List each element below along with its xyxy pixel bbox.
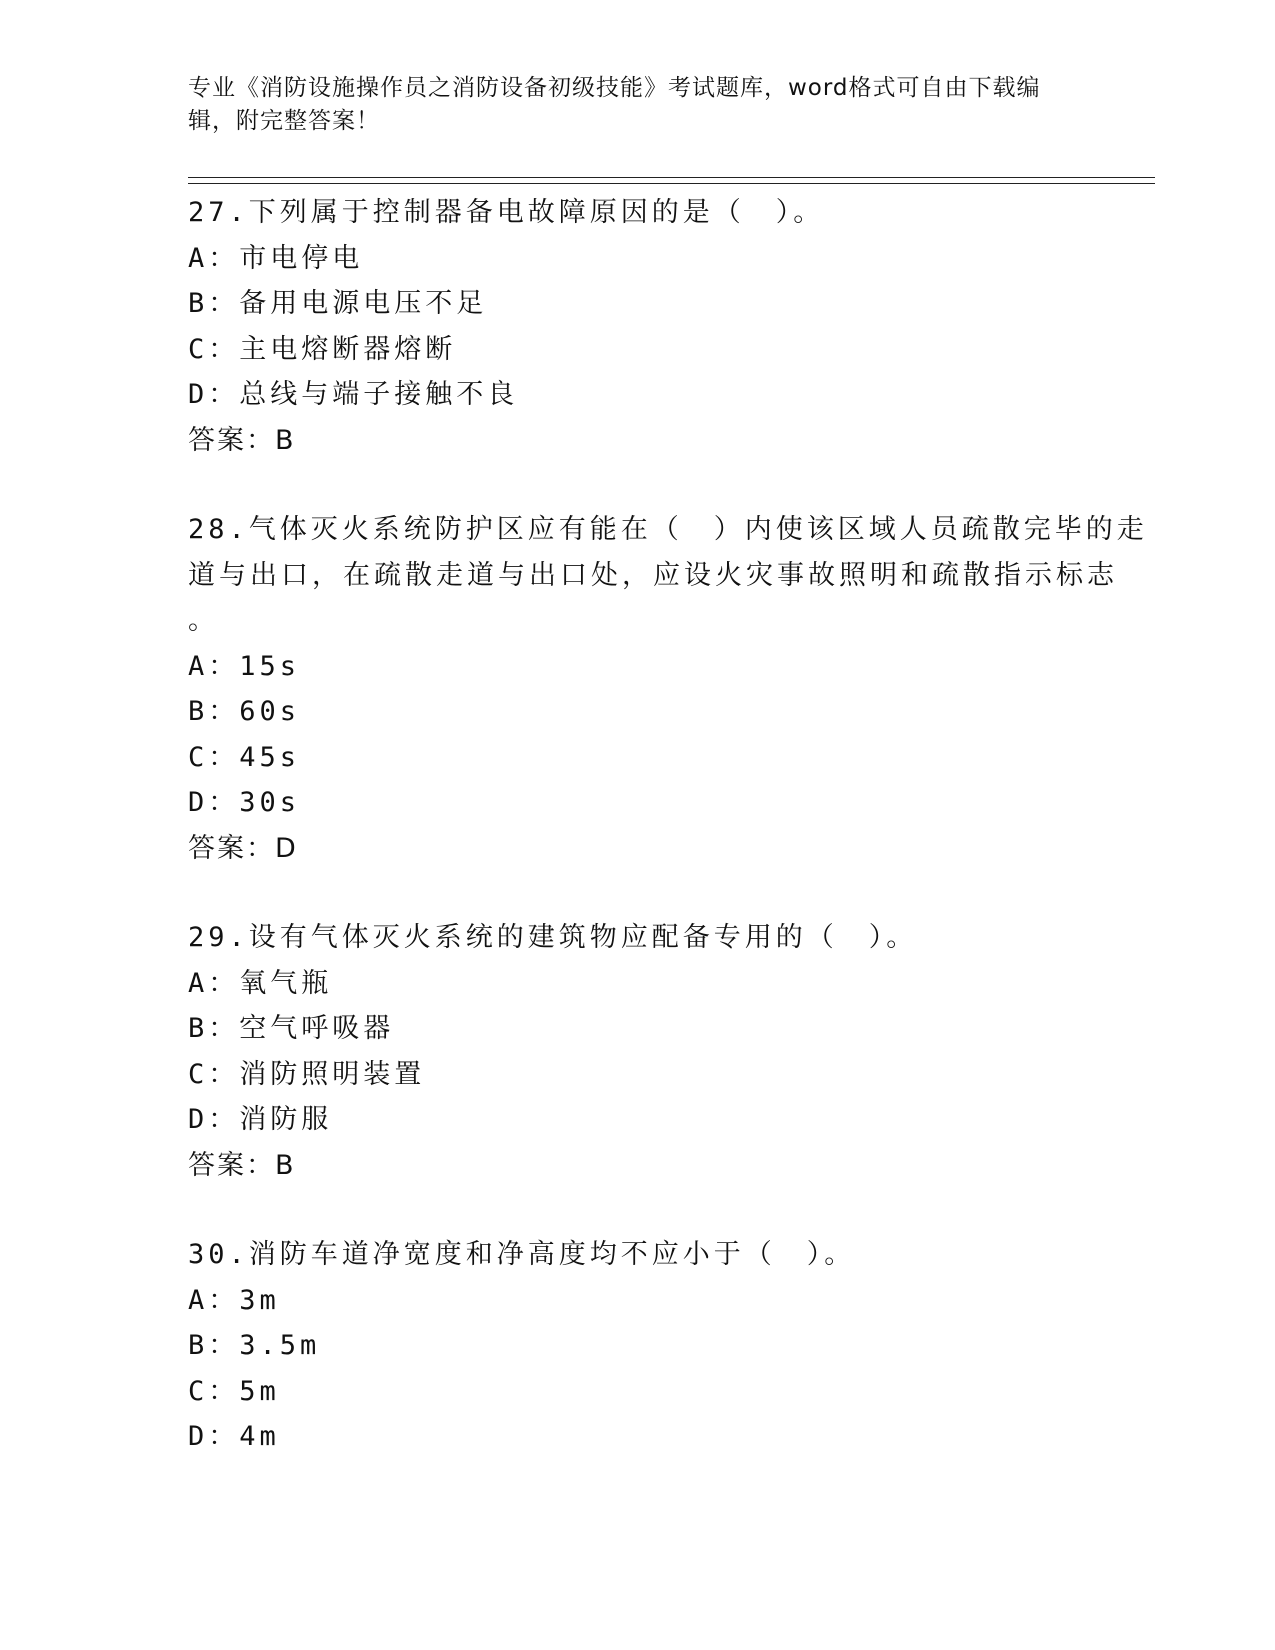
question-29 (188, 915, 1148, 1188)
question-spacer (188, 871, 1148, 915)
question-stem-line-2: 道与出口，在疏散走道与出口处，应设火灾事故照明和疏散指示标志 (188, 559, 1118, 591)
answer-line: 答案：B (188, 1149, 296, 1181)
option-b: B：60s (188, 696, 301, 727)
option-c: C：5m (188, 1375, 280, 1407)
question-stem-line-3: 。 (188, 605, 219, 636)
answer-line: 答案：B (188, 424, 296, 456)
header-divider-bottom (188, 183, 1155, 184)
option-d: D：30s (188, 787, 301, 818)
option-a: A：氧气瓶 (188, 967, 333, 999)
option-c: C：主电熔断器熔断 (188, 333, 457, 365)
question-stem: 27.下列属于控制器备电故障原因的是（ ）。 (188, 197, 825, 228)
header-text-line-1: 专业《消防设施操作员之消防设备初级技能》考试题库，word格式可自由下载编 (188, 75, 1041, 101)
header-divider-top (188, 177, 1155, 178)
option-d: D：消防服 (188, 1104, 333, 1135)
question-spacer (188, 463, 1148, 507)
question-stem: 30.消防车道净宽度和净高度均不应小于（ ）。 (188, 1239, 856, 1270)
answer-line: 答案：D (188, 832, 298, 864)
header-text-line-2: 辑，附完整答案！ (188, 108, 380, 134)
question-stem-line-1: 28.气体灭火系统防护区应有能在（ ）内使该区域人员疏散完毕的走 (188, 514, 1148, 545)
option-b: B：空气呼吸器 (188, 1013, 395, 1044)
question-list (188, 190, 1148, 1460)
option-d: D：总线与端子接触不良 (188, 379, 519, 410)
option-a: A：市电停电 (188, 242, 364, 274)
option-c: C：消防照明装置 (188, 1058, 426, 1090)
question-stem: 29.设有气体灭火系统的建筑物应配备专用的（ ）。 (188, 922, 918, 953)
option-c: C：45s (188, 741, 301, 773)
option-a: A：15s (188, 650, 301, 682)
option-d: D：4m (188, 1421, 280, 1452)
question-28 (188, 507, 1148, 871)
question-27 (188, 190, 1148, 463)
option-b: B：备用电源电压不足 (188, 288, 488, 319)
document-header (188, 72, 1078, 138)
question-30 (188, 1232, 1148, 1460)
option-a: A：3m (188, 1284, 280, 1316)
option-b: B：3.5m (188, 1330, 321, 1361)
question-spacer (188, 1188, 1148, 1232)
